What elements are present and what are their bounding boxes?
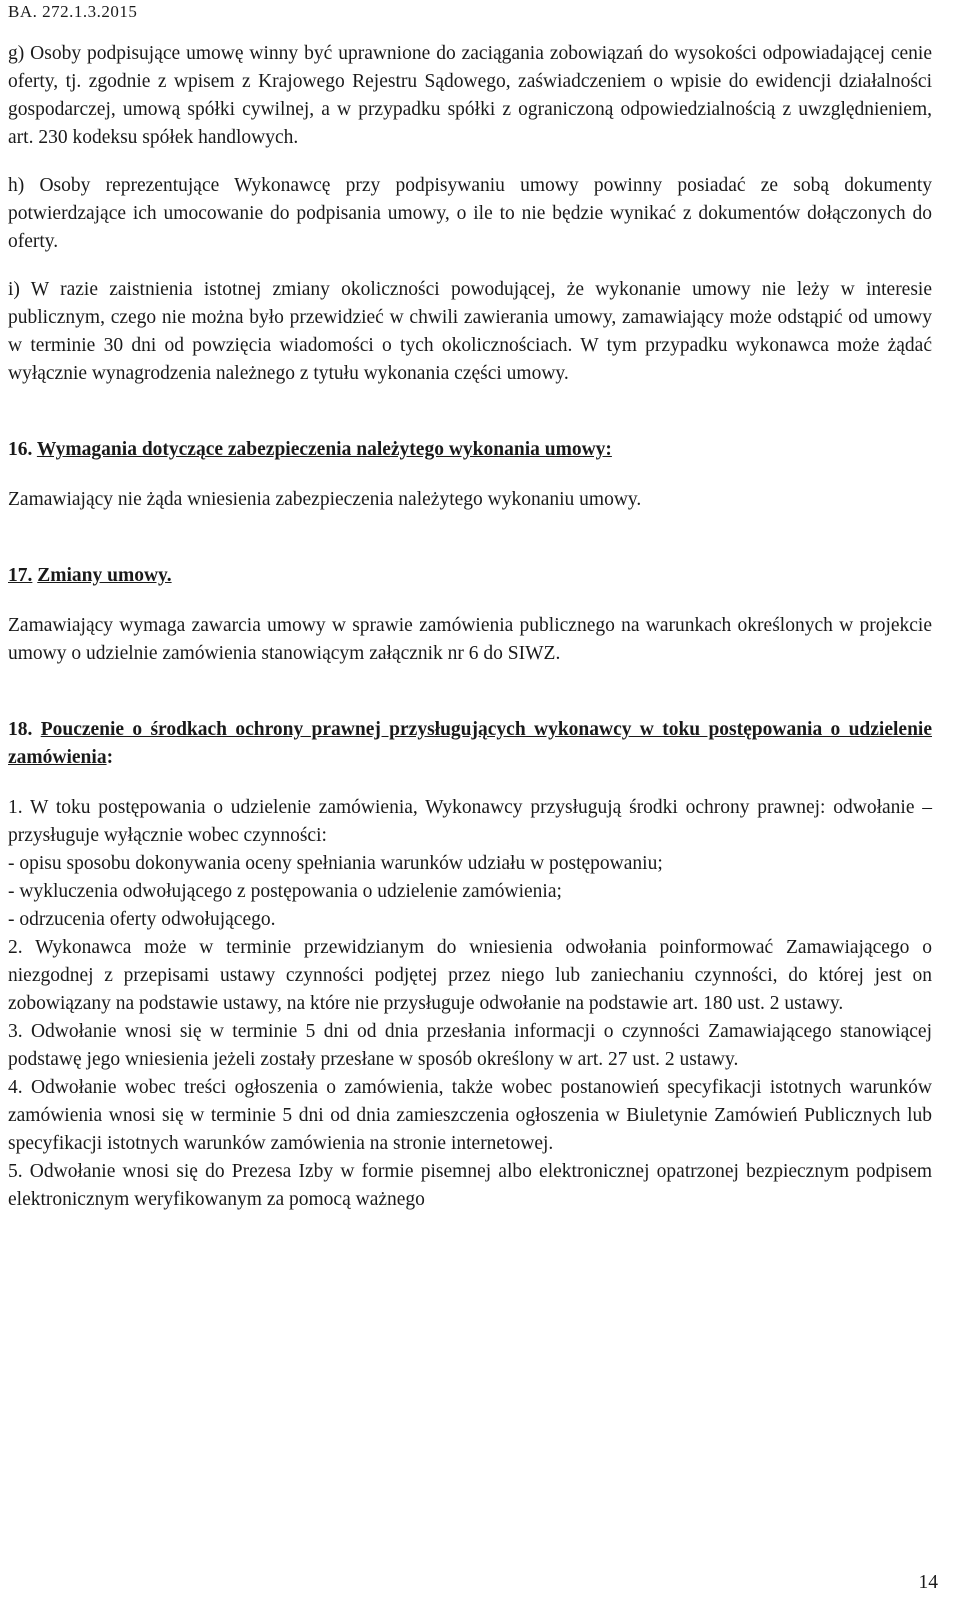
section-18-heading [8, 716, 932, 772]
list-item: 1. W toku postępowania o udzielenie zamówienia, Wykonawcy przysługują środki ochrony prawnej: odwołanie – przysługuje wyłącznie wobec czynności: [8, 797, 932, 846]
section-18-number: 18. [8, 719, 33, 740]
list-item: 4. Odwołanie wobec treści ogłoszenia o zamówienia, także wobec postanowień specyfikacji istotnych warunków zamówienia wnosi się w terminie 5 dni od dnia zamieszczenia ogłoszenia w Biuletynie Zamówień Publicznych lub specyfikacji istotnych warunków zamówienia na stronie internetowej. [8, 1077, 932, 1154]
section-16-heading [8, 436, 932, 464]
section-16-number: 16. [8, 439, 33, 460]
section-17-heading [8, 562, 932, 590]
section-18-list [8, 794, 932, 1214]
section-16-title: Wymagania dotyczące zabezpieczenia należytego wykonania umowy: [36, 439, 612, 460]
list-item: 5. Odwołanie wnosi się do Prezesa Izby w formie pisemnej albo elektronicznej opatrzonej bezpiecznym podpisem elektronicznym weryfikowanym za pomocą ważnego [8, 1161, 932, 1210]
section-17-title: Zmiany umowy. [37, 565, 172, 586]
list-item: - odrzucenia oferty odwołującego. [8, 909, 276, 930]
list-item: 3. Odwołanie wnosi się w terminie 5 dni od dnia przesłania informacji o czynności Zamawiającego stanowiącej podstawę jego wniesienia jeżeli zostały przesłane w sposób określony w art. 27 ust. 2 ustawy. [8, 1021, 932, 1070]
paragraph-g: g) Osoby podpisujące umowę winny być uprawnione do zaciągania zobowiązań do wysokości odpowiadającej cenie oferty, tj. zgodnie z wpisem z Krajowego Rejestru Sądowego, zaświadczeniem o wpisie do ewidencji działalności gospodarczej, umową spółki cywilnej, a w przypadku spółki z ograniczoną odpowiedzialnością z uwzględnieniem, art. 230 kodeksu spółek handlowych. [8, 43, 932, 148]
list-item: - opisu sposobu dokonywania oceny spełniania warunków udziału w postępowaniu; [8, 853, 663, 874]
page-number: 14 [918, 1572, 938, 1593]
paragraph-h: h) Osoby reprezentujące Wykonawcę przy podpisywaniu umowy powinny posiadać ze sobą dokumenty potwierdzające ich umocowanie do podpisania umowy, o ile to nie będzie wynikać z dokumentów dołączonych do oferty. [8, 175, 932, 252]
section-17-body: Zamawiający wymaga zawarcia umowy w sprawie zamówienia publicznego na warunkach określonych w projekcie umowy o udzielnie zamówienia stanowiącym załącznik nr 6 do SIWZ. [8, 615, 932, 664]
list-item: - wykluczenia odwołującego z postępowania o udzielenie zamówienia; [8, 881, 562, 902]
section-18-title-end: : [106, 747, 114, 768]
section-17-number: 17. [8, 565, 33, 586]
document-body [8, 40, 932, 1214]
paragraph-i: i) W razie zaistnienia istotnej zmiany okoliczności powodującej, że wykonanie umowy nie leży w interesie publicznym, czego nie można było przewidzieć w chwili zawierania umowy, zamawiający może odstąpić od umowy w terminie 30 dni od powzięcia wiadomości o tych okolicznościach. W tym przypadku wykonawca może żądać wyłącznie wynagrodzenia należnego z tytułu wykonania części umowy. [8, 279, 932, 384]
section-16-body: Zamawiający nie żąda wniesienia zabezpieczenia należytego wykonaniu umowy. [8, 489, 642, 510]
list-item: 2. Wykonawca może w terminie przewidzianym do wniesienia odwołania poinformować Zamawiającego o niezgodnej z przepisami ustawy czynności podjętej przez niego lub zaniechaniu czynności, do której jest on zobowiązany na podstawie ustawy, na które nie przysługuje odwołanie na podstawie art. 180 ust. 2 ustawy. [8, 937, 932, 1014]
document-reference: BA. 272.1.3.2015 [8, 2, 138, 21]
section-18-title: Pouczenie o środkach ochrony prawnej przysługujących wykonawcy w toku postępowania o udzielenie zamówienia [8, 719, 932, 768]
